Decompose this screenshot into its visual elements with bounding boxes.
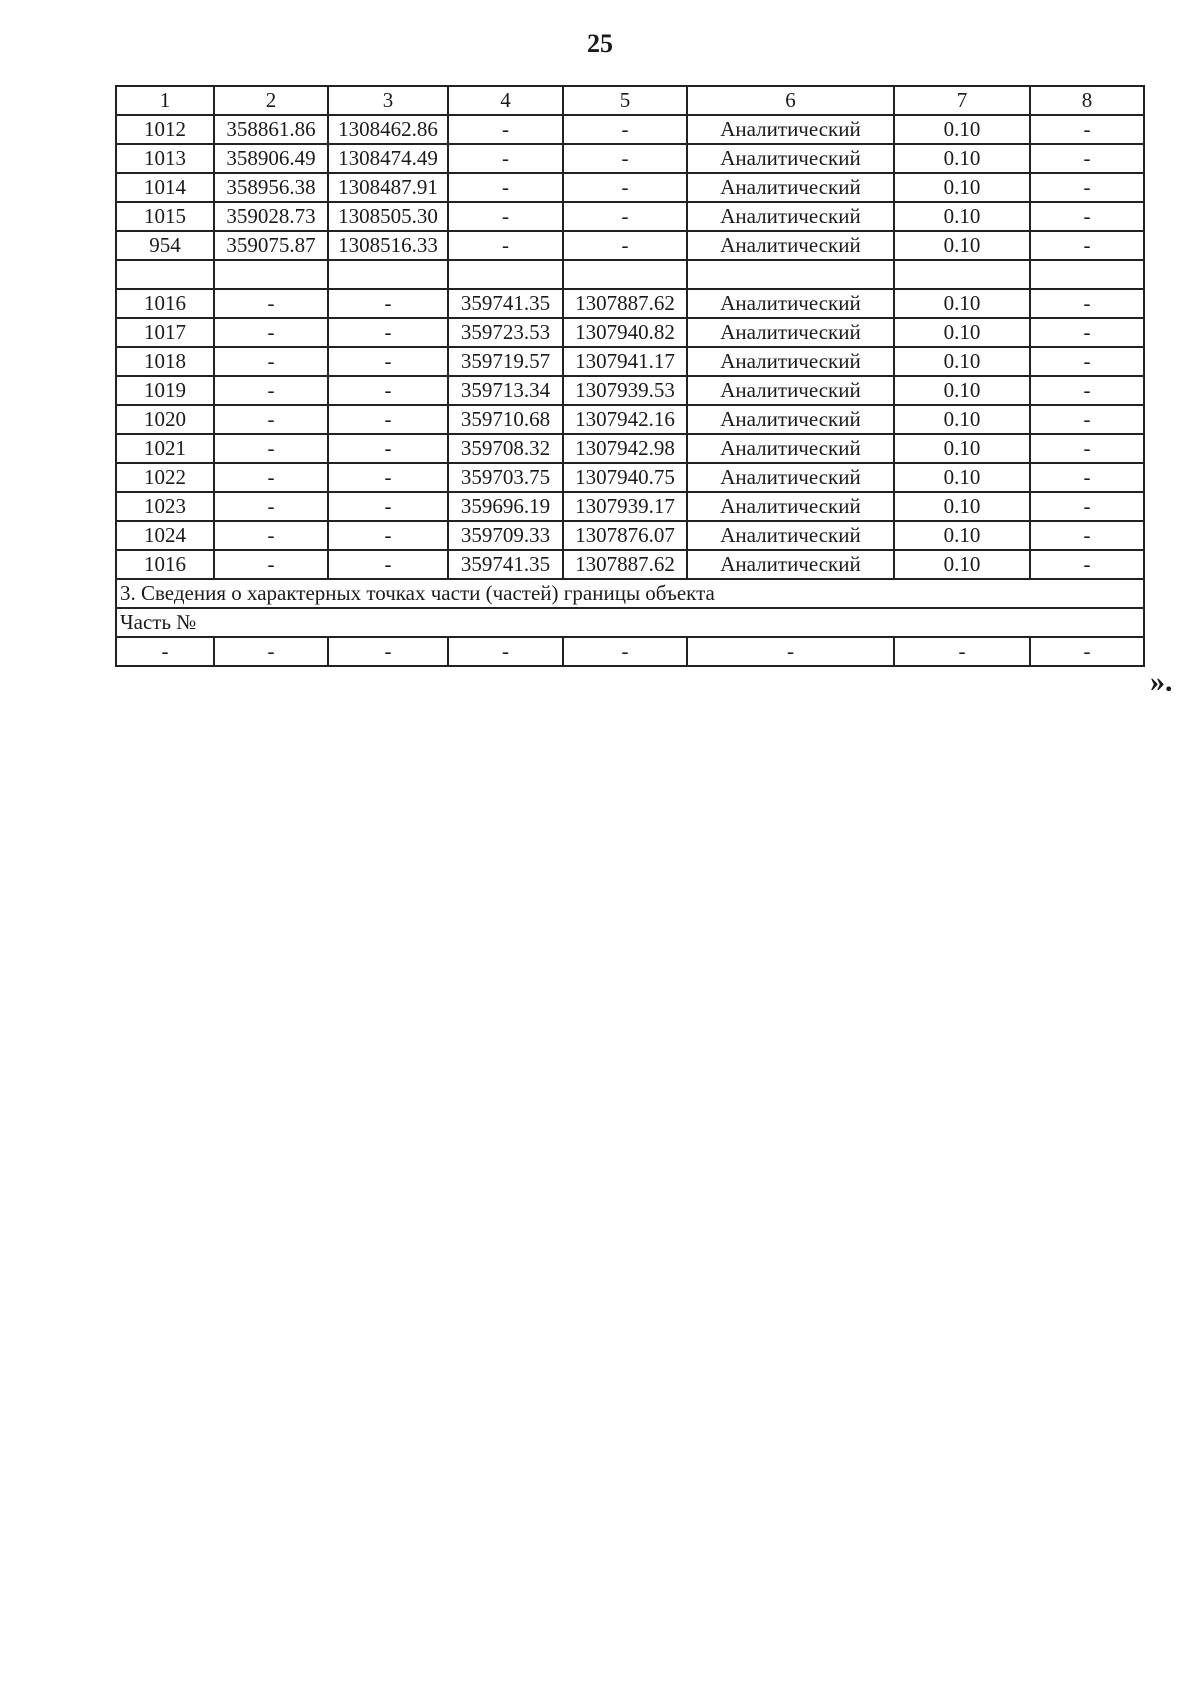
table-cell: 1023 [116,492,214,521]
table-cell: 1017 [116,318,214,347]
table-cell: - [563,173,687,202]
table-cell: 359708.32 [448,434,563,463]
section-title: 3. Сведения о характерных точках части (частей) границы объекта [116,579,1144,608]
final-cell: - [563,637,687,666]
table-cell: 1019 [116,376,214,405]
table-cell: - [448,173,563,202]
table-row [116,289,1144,318]
table-cell: Аналитический [687,347,894,376]
table-cell: 0.10 [894,115,1030,144]
final-cell: - [894,637,1030,666]
table-cell: - [1030,492,1144,521]
table-cell: 1307876.07 [563,521,687,550]
table-cell: - [1030,115,1144,144]
table-row [116,550,1144,579]
table-row [116,463,1144,492]
table-cell: 0.10 [894,289,1030,318]
table-row [116,260,1144,289]
table-cell: 0.10 [894,434,1030,463]
table-row [116,405,1144,434]
table-cell: 1308462.86 [328,115,448,144]
table-cell: 1307939.17 [563,492,687,521]
table-cell: 1307942.16 [563,405,687,434]
table-cell [894,260,1030,289]
table-cell: - [1030,144,1144,173]
table-cell: 0.10 [894,376,1030,405]
table-cell: 359696.19 [448,492,563,521]
table-cell: 358906.49 [214,144,328,173]
table-cell: 358861.86 [214,115,328,144]
header-cell: 3 [328,86,448,115]
table-cell: - [328,550,448,579]
table-cell: 0.10 [894,318,1030,347]
table-cell: - [214,347,328,376]
table-cell: Аналитический [687,144,894,173]
table-row [116,376,1144,405]
table-cell: - [1030,434,1144,463]
part-label: Часть № [116,608,1144,637]
section-title-row [116,579,1144,608]
closing-quote-mark: ». [1150,665,1173,698]
table-cell: 1016 [116,550,214,579]
table-cell [214,260,328,289]
final-cell: - [1030,637,1144,666]
table-cell [448,260,563,289]
table-row [116,434,1144,463]
table-cell: - [214,492,328,521]
table-cell: 1307887.62 [563,289,687,318]
final-cell: - [116,637,214,666]
table-cell: - [448,144,563,173]
table-cell: 1307887.62 [563,550,687,579]
table-row [116,492,1144,521]
table-cell: - [214,318,328,347]
table-cell: 0.10 [894,521,1030,550]
table-header-row [116,86,1144,115]
final-cell: - [328,637,448,666]
table-cell: - [328,376,448,405]
table-cell: Аналитический [687,463,894,492]
table-cell: Аналитический [687,202,894,231]
table-cell: 1308516.33 [328,231,448,260]
table-cell: - [1030,231,1144,260]
table-cell: 1015 [116,202,214,231]
table-cell [1030,260,1144,289]
header-cell: 4 [448,86,563,115]
table-cell: Аналитический [687,115,894,144]
table-cell: 1022 [116,463,214,492]
table-cell: Аналитический [687,173,894,202]
table-cell [328,260,448,289]
table-cell: 359028.73 [214,202,328,231]
part-label-row [116,608,1144,637]
table-cell: - [1030,376,1144,405]
table-cell: 0.10 [894,144,1030,173]
coordinates-table [115,85,1145,667]
table-row [116,318,1144,347]
table-cell: - [328,492,448,521]
header-cell: 5 [563,86,687,115]
table-cell: Аналитический [687,289,894,318]
table-cell: 1020 [116,405,214,434]
table-cell: 1024 [116,521,214,550]
table-cell: - [563,202,687,231]
table-cell: - [1030,173,1144,202]
table-cell: - [328,289,448,318]
table-cell: 359723.53 [448,318,563,347]
table-cell: - [214,463,328,492]
table-cell: - [563,144,687,173]
table-cell: - [328,405,448,434]
table-cell: 1308487.91 [328,173,448,202]
table-cell: - [448,115,563,144]
table-cell: 359703.75 [448,463,563,492]
table-cell: Аналитический [687,231,894,260]
table-cell: 359741.35 [448,550,563,579]
table-cell: - [214,521,328,550]
table-row [116,115,1144,144]
table-cell: 359741.35 [448,289,563,318]
table-cell: 1307942.98 [563,434,687,463]
table-cell: - [1030,463,1144,492]
table-cell: Аналитический [687,492,894,521]
table-cell: - [328,463,448,492]
final-row [116,637,1144,666]
table-cell: - [1030,202,1144,231]
table-cell [563,260,687,289]
table-cell: - [1030,521,1144,550]
coordinates-table-container [115,85,1145,667]
table-cell: - [328,347,448,376]
table-cell: 1307939.53 [563,376,687,405]
table-cell: 358956.38 [214,173,328,202]
table-cell: 1307940.75 [563,463,687,492]
table-cell: - [1030,347,1144,376]
header-cell: 7 [894,86,1030,115]
table-cell: 1016 [116,289,214,318]
table-cell: 359719.57 [448,347,563,376]
final-cell: - [687,637,894,666]
table-cell: 0.10 [894,202,1030,231]
table-cell: - [563,231,687,260]
table-row [116,173,1144,202]
table-cell: 954 [116,231,214,260]
table-cell: 359075.87 [214,231,328,260]
table-cell: Аналитический [687,376,894,405]
table-row [116,347,1144,376]
table-cell: Аналитический [687,550,894,579]
table-cell: - [563,115,687,144]
table-cell: - [328,521,448,550]
table-cell: 1307941.17 [563,347,687,376]
table-cell: - [448,231,563,260]
table-cell: - [328,434,448,463]
table-cell: - [214,550,328,579]
table-cell: - [328,318,448,347]
table-cell: 0.10 [894,492,1030,521]
table-cell: - [1030,550,1144,579]
table-cell: 1014 [116,173,214,202]
table-cell: - [214,376,328,405]
table-cell: - [448,202,563,231]
page-number: 25 [587,29,613,58]
table-cell [116,260,214,289]
table-cell: Аналитический [687,405,894,434]
table-cell: Аналитический [687,521,894,550]
table-cell: Аналитический [687,318,894,347]
table-cell: 1012 [116,115,214,144]
header-cell: 6 [687,86,894,115]
table-cell: - [214,289,328,318]
table-cell: 1307940.82 [563,318,687,347]
table-cell: 1308474.49 [328,144,448,173]
table-cell: 359710.68 [448,405,563,434]
table-cell: 0.10 [894,347,1030,376]
table-cell: 0.10 [894,231,1030,260]
table-cell: - [214,434,328,463]
table-row [116,202,1144,231]
table-cell: 0.10 [894,463,1030,492]
header-cell: 1 [116,86,214,115]
final-cell: - [448,637,563,666]
table-cell: 359709.33 [448,521,563,550]
table-cell: 0.10 [894,550,1030,579]
table-row [116,521,1144,550]
table-cell: 1021 [116,434,214,463]
table-body [116,86,1144,666]
table-row [116,144,1144,173]
header-cell: 8 [1030,86,1144,115]
table-cell: 359713.34 [448,376,563,405]
header-cell: 2 [214,86,328,115]
table-cell: - [1030,318,1144,347]
table-cell: Аналитический [687,434,894,463]
table-cell [687,260,894,289]
table-cell: 1013 [116,144,214,173]
final-cell: - [214,637,328,666]
table-cell: 0.10 [894,173,1030,202]
table-cell: - [1030,405,1144,434]
table-cell: 1308505.30 [328,202,448,231]
table-cell: - [1030,289,1144,318]
table-cell: 1018 [116,347,214,376]
table-cell: 0.10 [894,405,1030,434]
table-cell: - [214,405,328,434]
table-row [116,231,1144,260]
